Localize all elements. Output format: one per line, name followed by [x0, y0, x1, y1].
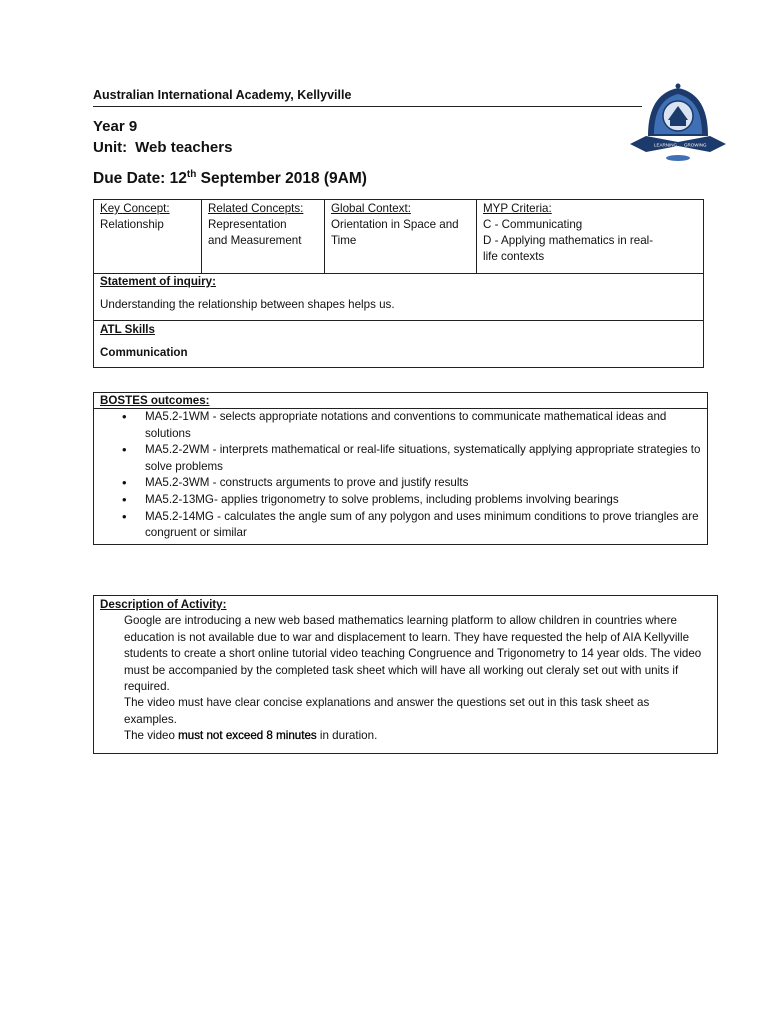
due-date-heading — [93, 169, 367, 188]
unit-value: Web teachers — [135, 139, 233, 156]
unit-label: Unit: — [93, 139, 128, 156]
related-concepts-line-1: Representation — [208, 218, 287, 231]
statement-label: Statement of inquiry: — [100, 275, 216, 288]
related-concepts-label: Related Concepts: — [208, 202, 304, 215]
myp-criteria-cell — [477, 200, 703, 273]
myp-criterion-d-line-2: life contexts — [483, 250, 545, 263]
crest-banner-left: LEARNING — [654, 142, 678, 148]
inquiry-table — [93, 199, 704, 368]
activity-paragraph-3 — [100, 728, 711, 744]
year-heading: Year 9 — [93, 118, 138, 135]
key-concept-value: Relationship — [100, 218, 164, 231]
atl-skills-label: ATL Skills — [100, 323, 155, 336]
school-name: Australian International Academy, Kellyville — [93, 88, 352, 102]
global-context-line-1: Orientation in Space and — [331, 218, 459, 231]
concepts-row — [94, 200, 703, 274]
myp-criterion-c: C - Communicating — [483, 218, 583, 231]
key-concept-label: Key Concept: — [100, 202, 170, 215]
crest-banner-right: GROWING — [684, 142, 707, 148]
due-date-prefix: Due Date: 12 — [93, 170, 187, 188]
activity-paragraph-1: Google are introducing a new web based mathematics learning platform to allow children in countries where education is not available due to war and displacement to learn. They have requested the help of AIA Kellyville students to create a short online tutorial video teaching Congruence and Trigonometry to 14 year olds. The video must be accompanied by the completed task sheet which will have all working out cleraly set out with units if required. — [124, 614, 702, 694]
global-context-line-2: Time — [331, 234, 357, 247]
statement-of-inquiry-row — [94, 273, 703, 321]
outcomes-table — [93, 392, 708, 545]
outcomes-list — [94, 409, 705, 542]
outcome-item: • MA5.2-13MG- applies trigonometry to solve problems, including problems involving bearings — [145, 492, 705, 509]
activity-p3-post: in duration. — [316, 729, 378, 743]
activity-p3-pre: The video — [124, 729, 179, 743]
header-rule — [93, 106, 642, 107]
unit-heading — [93, 139, 232, 156]
related-concepts-cell — [202, 200, 325, 273]
outcome-item: • MA5.2-3WM - constructs arguments to prove and justify results — [145, 475, 705, 492]
myp-criteria-label: MYP Criteria: — [483, 202, 552, 215]
outcome-item: • MA5.2-2WM - interprets mathematical or real-life situations, systematically applying appropriate strategies to solve problems — [145, 442, 705, 475]
activity-label: Description of Activity: — [100, 598, 227, 611]
school-crest-logo — [626, 82, 730, 166]
myp-criterion-d-line-1: D - Applying mathematics in real- — [483, 234, 654, 247]
global-context-label: Global Context: — [331, 202, 411, 215]
outcome-item: • MA5.2-14MG - calculates the angle sum of any polygon and uses minimum conditions to prove triangles are congruent or similar — [145, 509, 705, 542]
due-date-suffix: th — [186, 169, 197, 180]
atl-skills-value: Communication — [100, 346, 188, 359]
statement-text: Understanding the relationship between shapes helps us. — [100, 298, 395, 311]
activity-box — [93, 595, 718, 754]
due-date-rest: September 2018 (9AM) — [196, 170, 367, 188]
related-concepts-line-2: and Measurement — [208, 234, 302, 247]
outcome-item: • MA5.2-1WM - selects appropriate notations and conventions to communicate mathematical ideas and solutions — [145, 409, 705, 442]
atl-skills-row — [94, 321, 703, 367]
activity-duration-limit: must not exceed 8 minutes — [178, 729, 317, 743]
global-context-cell — [325, 200, 477, 273]
key-concept-cell — [94, 200, 202, 273]
activity-paragraph-2: The video must have clear concise explanations and answer the questions set out in this task sheet as examples. — [124, 696, 650, 726]
outcomes-label: BOSTES outcomes: — [94, 393, 707, 409]
